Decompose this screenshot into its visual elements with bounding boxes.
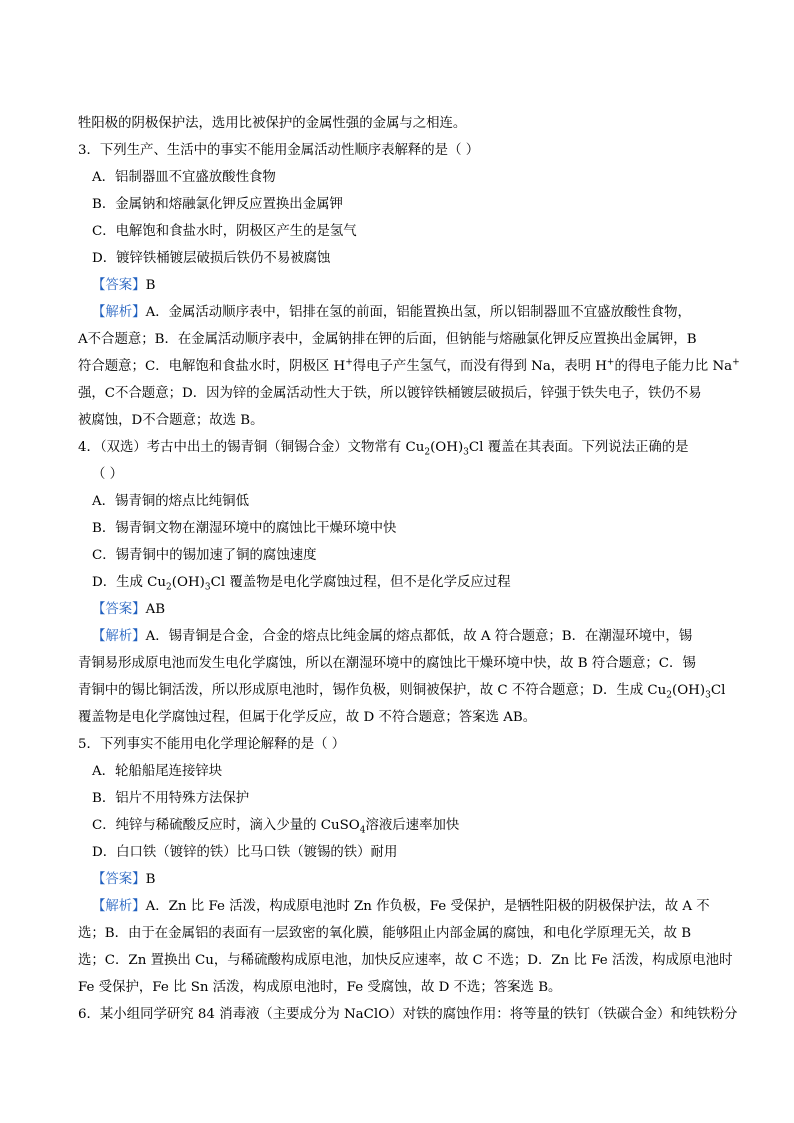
option-d [92,574,511,592]
explanation-line: 强，C不合题意；D．因为锌的金属活动性大于铁，所以镀锌铁桶镀层破损后，锌强于铁失电子，铁仍不易 [78,386,702,401]
text-run: Cl [710,683,726,698]
answer-label: 【答案】 [92,872,146,887]
question-4 [78,439,689,457]
explanation-label: 【解析】 [92,629,146,644]
option-a: A．铝制器皿不宜盛放酸性食物 [92,170,276,185]
text-run: 的得电子能力比 Na [614,359,733,374]
explanation-line: 选；C．Zn 置换出 Cu，与稀硫酸构成原电池，加快反应速率，故 C 不选；D．Zn 比 Fe 活泼，构成原电池时 [78,953,733,968]
question-6: 6．某小组同学研究 84 消毒液（主要成分为 NaClO）对铁的腐蚀作用：将等量的铁钉（铁碳合金）和纯铁粉分 [78,1007,738,1022]
explanation-line: 青铜易形成原电池而发生电化学腐蚀，所以在潮湿环境中的腐蚀比干燥环境中快，故 B 符合题意；C．锡 [78,656,696,671]
question-3: 3．下列生产、生活中的事实不能用金属活动性顺序表解释的是（ ） [78,143,480,158]
option-d: D．镀锌铁桶镀层破损后铁仍不易被腐蚀 [92,251,331,266]
explanation-line: A不合题意；B．在金属活动顺序表中，金属钠排在钾的后面，但钠能与熔融氯化钾反应置换出金属钾，B [78,332,697,347]
subscript: 3 [204,582,211,593]
text-run: D．生成 Cu [92,575,167,590]
answer-value: AB [145,602,166,617]
answer-label: 【答案】 [92,602,146,617]
answer-label: 【答案】 [92,278,146,293]
text-run: Cl 覆盖物是电化学腐蚀过程，但不是化学反应过程 [210,575,511,590]
explanation-line [78,682,725,700]
answer-value: B [145,278,156,293]
subscript: 3 [705,690,711,701]
option-a: A．锡青铜的熔点比纯铜低 [92,494,249,509]
text-line: 牲阳极的阴极保护法，选用比被保护的金属性强的金属与之相连。 [78,116,467,131]
explanation-line: 覆盖物是电化学腐蚀过程，但属于化学反应，故 D 不符合题意；答案选 AB。 [78,710,537,725]
option-b: B．金属钠和熔融氯化钾反应置换出金属钾 [92,197,343,212]
explanation-text: A．Zn 比 Fe 活泼，构成原电池时 Zn 作负极，Fe 受保护，是牺牲阳极的阴极保护法，故 A 不 [145,899,710,914]
text-run: 青铜中的锡比铜活泼，所以形成原电池时，锡作负极，则铜被保护，故 C 不符合题意；D．生成 Cu [78,683,667,698]
option-c: C．锡青铜中的锡加速了铜的腐蚀速度 [92,548,317,563]
superscript: + [606,357,615,368]
explanation-text: A．锡青铜是合金，合金的熔点比纯金属的熔点都低，故 A 符合题意；B．在潮湿环境中，锡 [145,629,693,644]
explanation-line [78,358,740,376]
subscript: 2 [166,582,172,593]
explanation-line: 选；B．由于在金属铝的表面有一层致密的氧化膜，能够阻止内部金属的腐蚀，和电化学原理无关，故 B [78,926,692,941]
explanation-line [92,304,691,322]
text-run: 4．（双选）考古中出土的锡青铜（铜锡合金）文物常有 Cu [78,440,425,455]
option-b: B．锡青铜文物在潮湿环境中的腐蚀比干燥环境中快 [92,521,397,536]
subscript: 4 [359,825,366,836]
text-run: 得电子产生氢气，而没有得到 Na，表明 H [352,359,607,374]
answer-line [92,277,155,295]
explanation-label: 【解析】 [92,899,146,914]
text-run: Cl 覆盖在其表面。下列说法正确的是 [468,440,689,455]
answer-line [92,871,155,889]
option-c [92,817,459,835]
option-d: D．白口铁（镀锌的铁）比马口铁（镀锡的铁）耐用 [92,845,398,860]
text-run: C．纯锌与稀硫酸反应时，滴入少量的 CuSO [92,818,360,833]
text-run: (OH) [430,440,464,455]
explanation-line: 被腐蚀，D不合题意；故选 B。 [78,413,264,428]
explanation-line: Fe 受保护，Fe 比 Sn 活泼，构成原电池时，Fe 受腐蚀，故 D 不选；答案选 B。 [78,980,562,995]
explanation-label: 【解析】 [92,305,146,320]
explanation-line [92,628,692,646]
question-5: 5．下列事实不能用电化学理论解释的是（ ） [78,737,346,752]
answer-value: B [145,872,156,887]
option-a: A．轮船船尾连接锌块 [92,764,223,779]
text-run: 溶液后速率加快 [365,818,460,833]
subscript: 2 [666,690,672,701]
explanation-text: A．金属活动顺序表中，铝排在氢的前面，铝能置换出氢，所以铝制器皿不宜盛放酸性食物， [145,305,691,320]
superscript: + [732,357,740,368]
text-run: 符合题意；C．电解饱和食盐水时，阴极区 H [78,359,346,374]
superscript: + [345,357,353,368]
subscript: 2 [424,447,431,458]
subscript: 3 [463,447,469,458]
option-c: C．电解饱和食盐水时，阴极区产生的是氢气 [92,224,357,239]
answer-line [92,601,165,619]
text-run: (OH) [171,575,205,590]
text-run: (OH) [671,683,706,698]
answer-paren: （ ） [92,467,124,482]
explanation-line [92,898,710,916]
option-b: B．铝片不用特殊方法保护 [92,791,250,806]
